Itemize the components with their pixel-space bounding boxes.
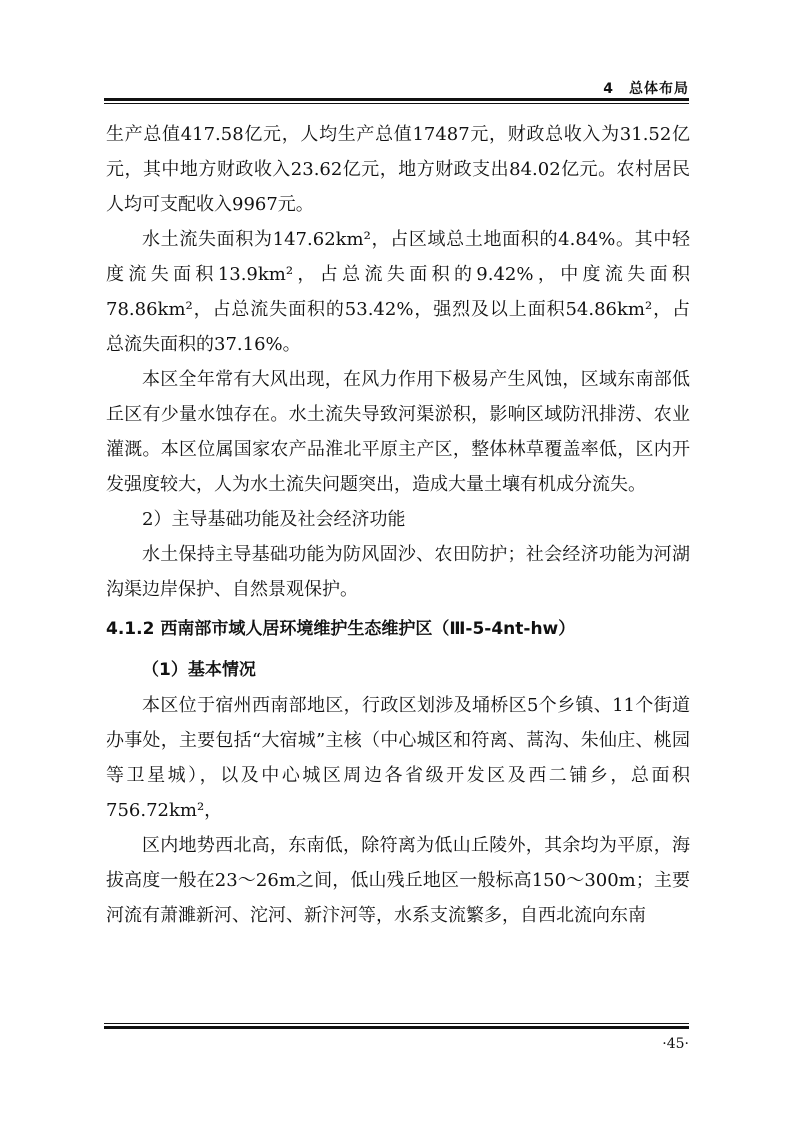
paragraph-function-heading: 2）主导基础功能及社会经济功能 bbox=[142, 509, 406, 530]
page-number: ·45· bbox=[662, 1036, 689, 1052]
header-rule-thick bbox=[104, 98, 689, 101]
page-body bbox=[106, 117, 690, 933]
paragraph-wind-erosion: 本区全年常有大风出现，在风力作用下极易产生风蚀，区域东南部低丘区有少量水蚀存在。水土流失导致河渠淤积，影响区域防汛排涝、农业灌溉。本区位属国家农产品淮北平原主产区，整体林草覆盖率低，区内开发强度较大，人为水土流失问题突出，造成大量土壤有机成分流失。 bbox=[106, 369, 690, 495]
paragraph-location: 本区位于宿州西南部地区，行政区划涉及埇桥区5个乡镇、11个街道办事处，主要包括“大宿城”主核（中心城区和符离、蒿沟、朱仙庄、桃园等卫星城），以及中心城区周边各省级开发区及西二铺乡，总面积756.72km²， bbox=[106, 695, 690, 821]
paragraph-erosion-area: 水土流失面积为147.62km²，占区域总土地面积的4.84%。其中轻度流失面积13.9km²，占总流失面积的9.42%，中度流失面积78.86km²，占总流失面积的53.42%，强烈及以上面积54.86km²，占总流失面积的37.16%。 bbox=[106, 229, 690, 355]
footer-rule-thin bbox=[104, 1023, 689, 1024]
paragraph-economy: 生产总值417.58亿元，人均生产总值17487元，财政总收入为31.52亿元，其中地方财政收入23.62亿元，地方财政支出84.02亿元。农村居民人均可支配收入9967元。 bbox=[106, 124, 690, 215]
paragraph-terrain: 区内地势西北高，东南低，除符离为低山丘陵外，其余均为平原，海拔高度一般在23～26m之间，低山残丘地区一般标高150～300m；主要河流有萧濉新河、沱河、新汴河等，水系支流繁多，自西北流向东南 bbox=[106, 835, 690, 926]
subsection-heading: （1）基本情况 bbox=[142, 660, 256, 680]
paragraph-functions: 水土保持主导基础功能为防风固沙、农田防护；社会经济功能为河湖沟渠边岸保护、自然景观保护。 bbox=[106, 544, 690, 600]
running-header-title: 4 总体布局 bbox=[603, 81, 689, 97]
footer-rule-thick bbox=[104, 1026, 689, 1029]
section-heading: 4.1.2 西南部市域人居环境维护生态维护区（Ⅲ-5-4nt-hw） bbox=[106, 619, 576, 639]
header-rule-thin bbox=[104, 103, 689, 104]
